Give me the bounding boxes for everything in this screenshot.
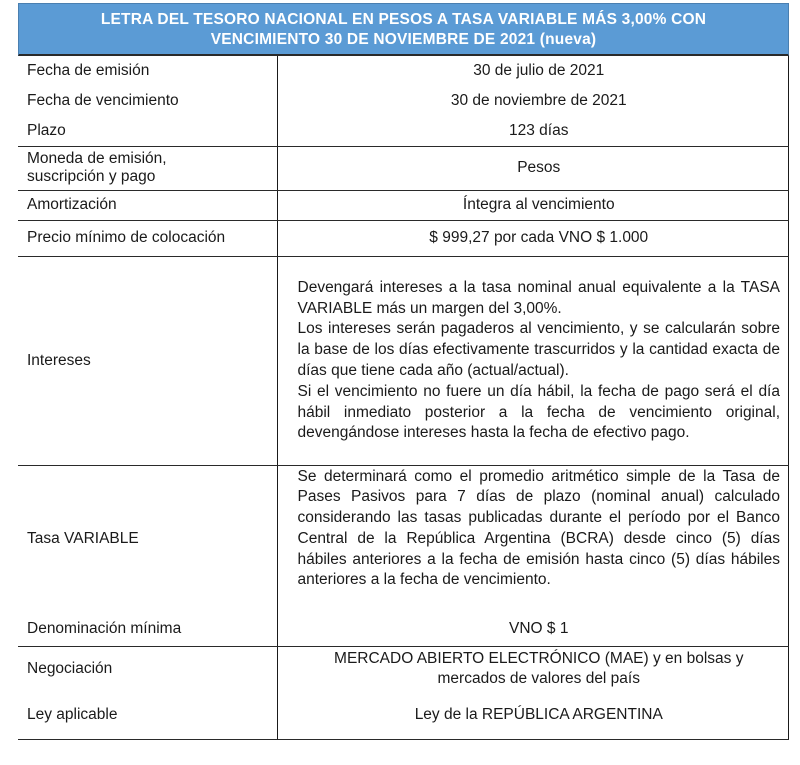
table-row-amortizacion	[18, 190, 789, 220]
table-row-precio-minimo	[18, 220, 789, 256]
row-label: Fecha de vencimiento	[27, 92, 179, 109]
table-row-ley-aplicable	[18, 691, 789, 739]
paragraph: Los intereses serán pagaderos al vencimiento, y se calcularán sobre la base de los días efectivamente trascurridos y la cantidad exacta de días que tiene cada año (actual/actual).	[297, 320, 780, 379]
row-value: 30 de noviembre de 2021	[277, 86, 789, 116]
row-value: $ 999,27 por cada VNO $ 1.000	[277, 220, 789, 256]
terms-table	[18, 56, 789, 740]
document-title	[18, 3, 789, 56]
row-value	[277, 256, 789, 465]
paragraph: Si el vencimiento no fuere un día hábil, la fecha de pago será el día hábil inmediato posterior a la fecha de vencimiento original, devengándose intereses hasta la fecha de efectivo pago.	[297, 382, 780, 442]
table-row-intereses	[18, 256, 789, 465]
paragraph: Devengará intereses a la tasa nominal anual equivalente a la TASA VARIABLE más un margen del 3,00%.	[297, 278, 780, 317]
row-value	[277, 646, 789, 691]
title-line-1: LETRA DEL TESORO NACIONAL EN PESOS A TASA VARIABLE MÁS 3,00% CON	[100, 11, 707, 28]
table-row-moneda	[18, 146, 789, 190]
row-label: Amortización	[18, 190, 277, 220]
row-value: 123 días	[277, 116, 789, 146]
value-line-1: MERCADO ABIERTO ELECTRÓNICO (MAE) y en bolsas y	[334, 649, 744, 667]
row-label: Fecha de emisión	[27, 62, 150, 79]
row-value: Íntegra al vencimiento	[277, 190, 789, 220]
table-row-denominacion	[18, 613, 789, 646]
row-label: Precio mínimo de colocación	[18, 220, 277, 256]
table-row-plazo	[18, 116, 789, 146]
value-line-2: mercados de valores del país	[437, 669, 640, 687]
table-row-fecha-emision	[18, 56, 789, 86]
table-row-negociacion	[18, 646, 789, 691]
bond-terms-document	[18, 3, 789, 740]
row-label: Tasa VARIABLE	[27, 530, 139, 548]
label-line-1: Moneda de emisión,	[27, 150, 167, 167]
paragraph: Se determinará como el promedio aritmético simple de la Tasa de Pases Pasivos para 7 días de plazo (nominal anual) calculado considerando las tasas publicadas durante el período por el Banco Central de la República Argentina (BCRA) desde cinco (5) días hábiles anteriores a la fecha de emisión hasta cinco (5) días hábiles anteriores a la fecha de vencimiento.	[297, 467, 780, 589]
row-value	[277, 465, 789, 613]
row-label: Negociación	[27, 659, 113, 677]
table-row-fecha-vencimiento	[18, 86, 789, 116]
table-row-tasa-variable	[18, 465, 789, 613]
row-value: Ley de la REPÚBLICA ARGENTINA	[277, 691, 789, 739]
row-value: Pesos	[277, 146, 789, 190]
row-label: Plazo	[18, 116, 277, 146]
title-line-2: VENCIMIENTO 30 DE NOVIEMBRE DE 2021 (nueva)	[210, 31, 597, 48]
row-label: Intereses	[18, 256, 277, 465]
label-line-2: suscripción y pago	[27, 168, 156, 185]
row-value: VNO $ 1	[277, 613, 789, 646]
row-label: Ley aplicable	[18, 691, 277, 739]
row-label	[18, 146, 277, 190]
row-value: 30 de julio de 2021	[277, 56, 789, 86]
row-label: Denominación mínima	[18, 613, 277, 646]
